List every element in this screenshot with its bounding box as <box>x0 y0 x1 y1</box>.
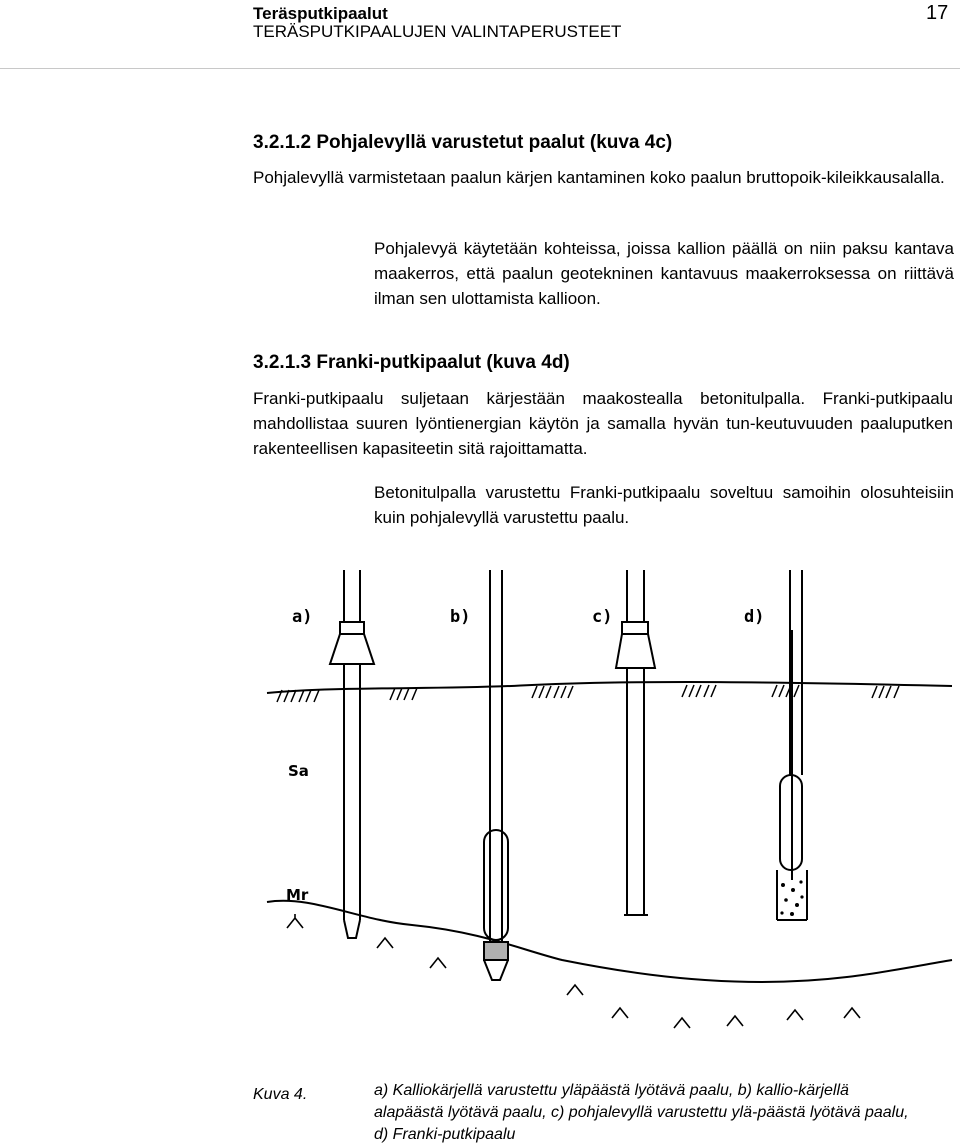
soil-label-sa: Sa <box>288 762 309 780</box>
paragraph-pohjalevy-1: Pohjalevyllä varmistetaan paalun kärjen kantaminen koko paalun bruttopoik-kileikkausalalla. <box>253 168 945 187</box>
soil-label-mr: Mr <box>286 886 309 904</box>
rock-symbols <box>287 914 860 1028</box>
pile-label-d: d) <box>744 607 765 627</box>
ground-hatching <box>277 685 899 702</box>
header-divider <box>0 68 960 69</box>
rock-surface-line <box>267 901 952 982</box>
page-number: 17 <box>926 2 949 24</box>
pile-figure <box>262 570 960 1060</box>
pile-label-b: b) <box>450 607 471 627</box>
header-subtitle: TERÄSPUTKIPAALUJEN VALINTAPERUSTEET <box>253 22 622 41</box>
paragraph-pohjalevy-2: Pohjalevyä käytetään kohteissa, joissa kallion päällä on niin paksu kantava maakerros, että paalun geotekninen kantavuus maakerroksessa on riittävä ilman sen ulottamista kallioon. <box>374 239 954 308</box>
pile-a <box>330 570 374 938</box>
paragraph-franki-2: Betonitulpalla varustettu Franki-putkipaalu soveltuu samoihin olosuhteisiin kuin pohjalevyllä varustettu paalu. <box>374 483 954 527</box>
header-title: Teräsputkipaalut <box>253 4 388 23</box>
ground-surface-line <box>267 682 952 693</box>
caption-text: a) Kalliokärjellä varustettu yläpäästä lyötävä paalu, b) kallio-kärjellä alapäästä lyötävä paalu, c) pohjalevyllä varustettu ylä-päästä lyötävä paalu, d) Franki-putkipaalu <box>374 1082 909 1143</box>
pile-label-a: a) <box>292 607 313 627</box>
pile-d <box>777 570 807 920</box>
section-heading-pohjalevy: 3.2.1.2 Pohjalevyllä varustetut paalut (kuva 4c) <box>253 132 673 153</box>
concrete-plug-dots <box>780 880 803 916</box>
pile-label-c: c) <box>592 607 613 627</box>
paragraph-franki-1: Franki-putkipaalu suljetaan kärjestään maakostealla betonitulpalla. Franki-putkipaalu mahdollistaa suuren lyöntienergian käytön ja samalla hyvän tun-keutuvuuden paaluputken rakenteellisen kapasiteetin sitä rajoittamatta. <box>253 389 953 458</box>
pile-b <box>484 570 508 980</box>
pile-c <box>616 570 655 915</box>
caption-label: Kuva 4. <box>253 1086 308 1103</box>
section-heading-franki: 3.2.1.3 Franki-putkipaalut (kuva 4d) <box>253 352 570 373</box>
